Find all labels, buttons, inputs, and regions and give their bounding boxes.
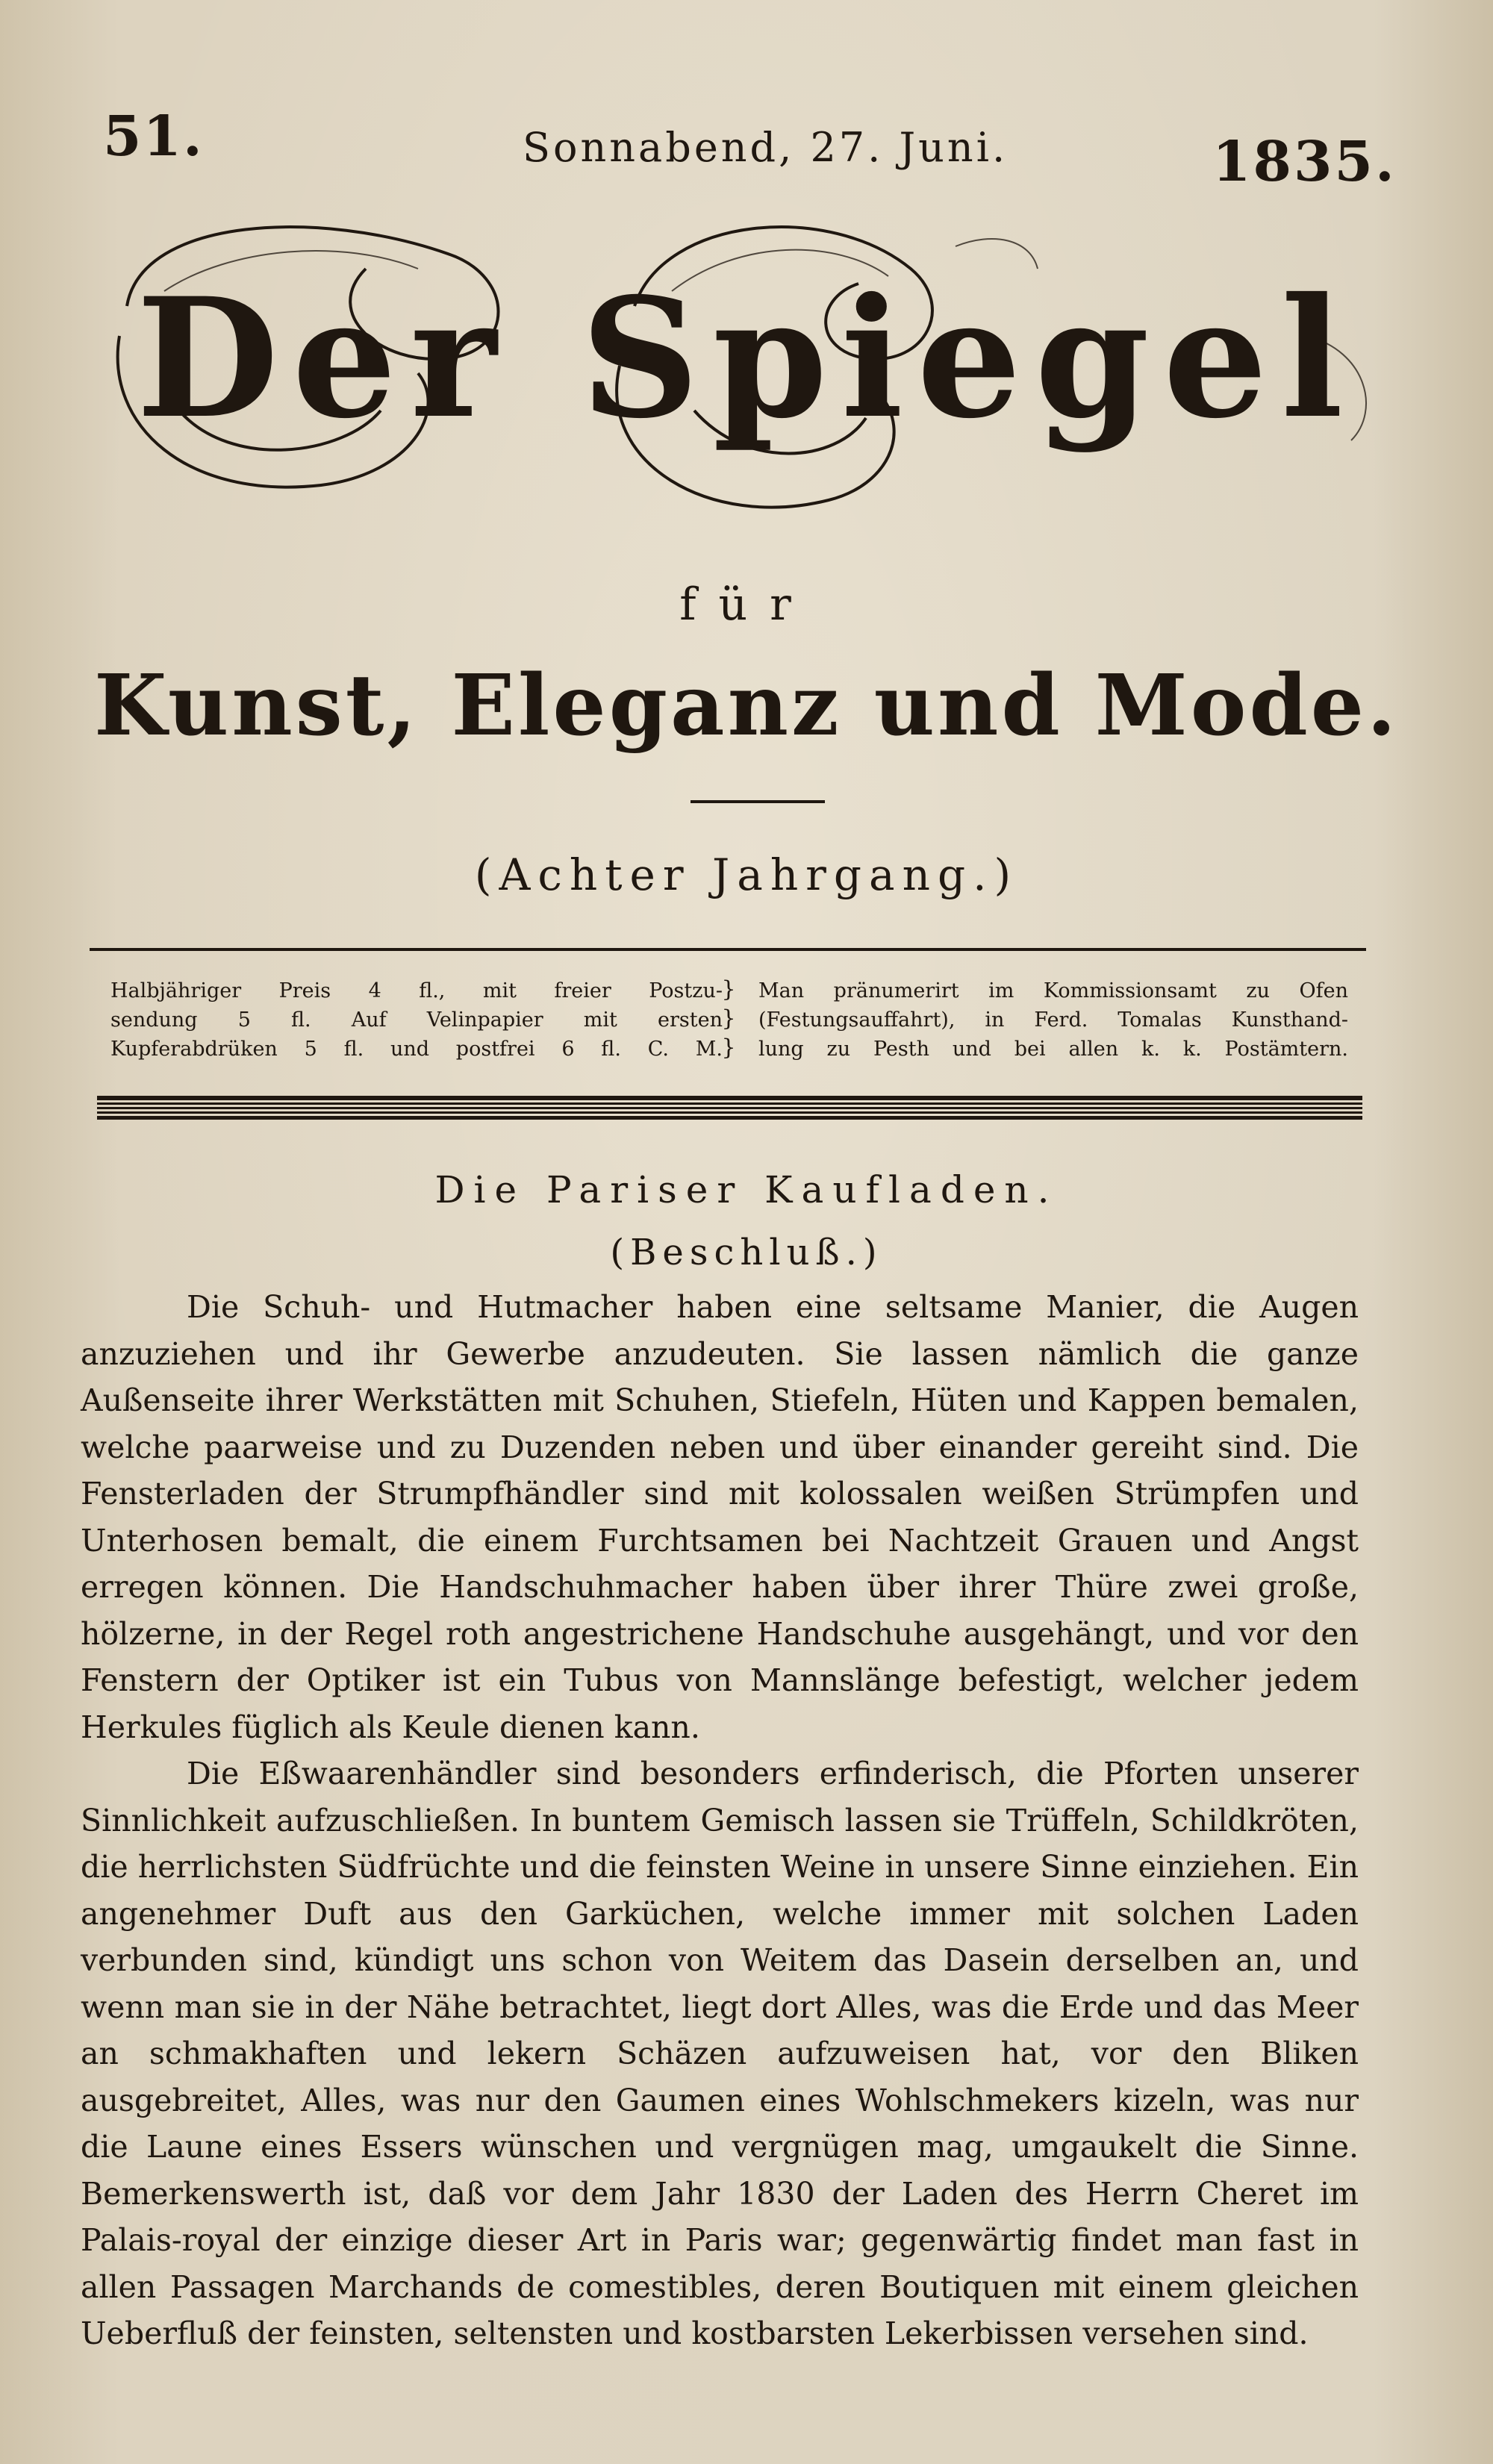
masthead-text: Der Spiegel <box>136 261 1357 455</box>
rule-above-subscription <box>90 948 1366 951</box>
subscription-offices <box>758 976 1348 1064</box>
subscription-line: (Festungsauffahrt), in Ferd. Tomalas Kunsthand- <box>758 1008 1348 1032</box>
article-body <box>81 1284 1359 2357</box>
article-title: Die Pariser Kaufladen. <box>434 1168 1059 1211</box>
subscription-line: Man pränumerirt im Kommissionsamt zu Ofen <box>758 979 1348 1002</box>
subscription-price <box>110 976 723 1064</box>
article-subtitle: (Beschluß.) <box>610 1232 883 1273</box>
subscription-line: Halbjähriger Preis 4 fl., mit freier Postzu- <box>110 979 723 1002</box>
issue-year: 1835. <box>1212 130 1397 194</box>
issue-date: Sonnabend, 27. Juni. <box>523 124 1009 171</box>
subscription-line: lung zu Pesth und bei allen k. k. Postämtern. <box>758 1038 1348 1061</box>
article-paragraph: Die Schuh- und Hutmacher haben eine seltsame Manier, die Augen anzuziehen und ihr Gewerbe anzudeuten. Sie lassen nämlich die ganze Außenseite ihrer Werkstätten mit Schuhen, Stiefeln, Hüten und Kappen bemalen, welche paarweise und zu Duzenden neben und über einander gereiht sind. Die Fensterladen der Strumpfhändler sind mit kolossalen weißen Strümpfen und Unterhosen bemalt, die einem Furchtsamen bei Nachtzeit Grauen und Angst erregen können. Die Handschuhmacher haben über ihrer Thüre zwei große, hölzerne, in der Regel roth angestrichene Handschuhe ausgehängt, und vor den Fenstern der Optiker ist ein Tubus von Mannslänge befestigt, welcher jedem Herkules füglich als Keule dienen kann. <box>81 1289 1359 1745</box>
masthead-fuer: für <box>679 578 814 631</box>
masthead-subtitle: Kunst, Eleganz und Mode. <box>94 657 1399 755</box>
masthead-title <box>97 187 1396 560</box>
heavy-divider-bar <box>97 1096 1362 1120</box>
subscription-line: Kupferabdrüken 5 fl. und postfrei 6 fl. C. M. <box>110 1038 723 1061</box>
subscription-brace: } } } <box>721 976 736 1061</box>
volume-label: (Achter Jahrgang.) <box>474 849 1019 900</box>
issue-number: 51. <box>103 105 204 169</box>
title-divider <box>691 800 825 803</box>
subscription-line: sendung 5 fl. Auf Velinpapier mit ersten <box>110 1008 723 1032</box>
article-paragraph: Die Eßwaarenhändler sind besonders erfinderisch, die Pforten unserer Sinnlichkeit aufzuschließen. In buntem Gemisch lassen sie Trüffeln, Schildkröten, die herrlichsten Südfrüchte und die feinsten Weine in unsere Sinne einziehen. Ein angenehmer Duft aus den Garküchen, welche immer mit solchen Laden verbunden sind, kündigt uns schon von Weitem das Dasein derselben an, und wenn man sie in der Nähe betrachtet, liegt dort Alles, was die Erde und das Meer an schmakhaften und lekern Schäzen aufzuweisen hat, vor den Bliken ausgebreitet, Alles, was nur den Gaumen eines Wohlschmekers kizeln, was nur die Laune eines Essers wünschen und vergnügen mag, umgaukelt die Sinne. Bemerkenswerth ist, daß vor dem Jahr 1830 der Laden des Herrn Cheret im Palais-royal der einzige dieser Art in Paris war; gegenwärtig findet man fast in allen Passagen Marchands de comestibles, deren Boutiquen mit einem gleichen Ueberfluß der feinsten, seltensten und kostbarsten Lekerbissen versehen sind. <box>81 1756 1359 2351</box>
